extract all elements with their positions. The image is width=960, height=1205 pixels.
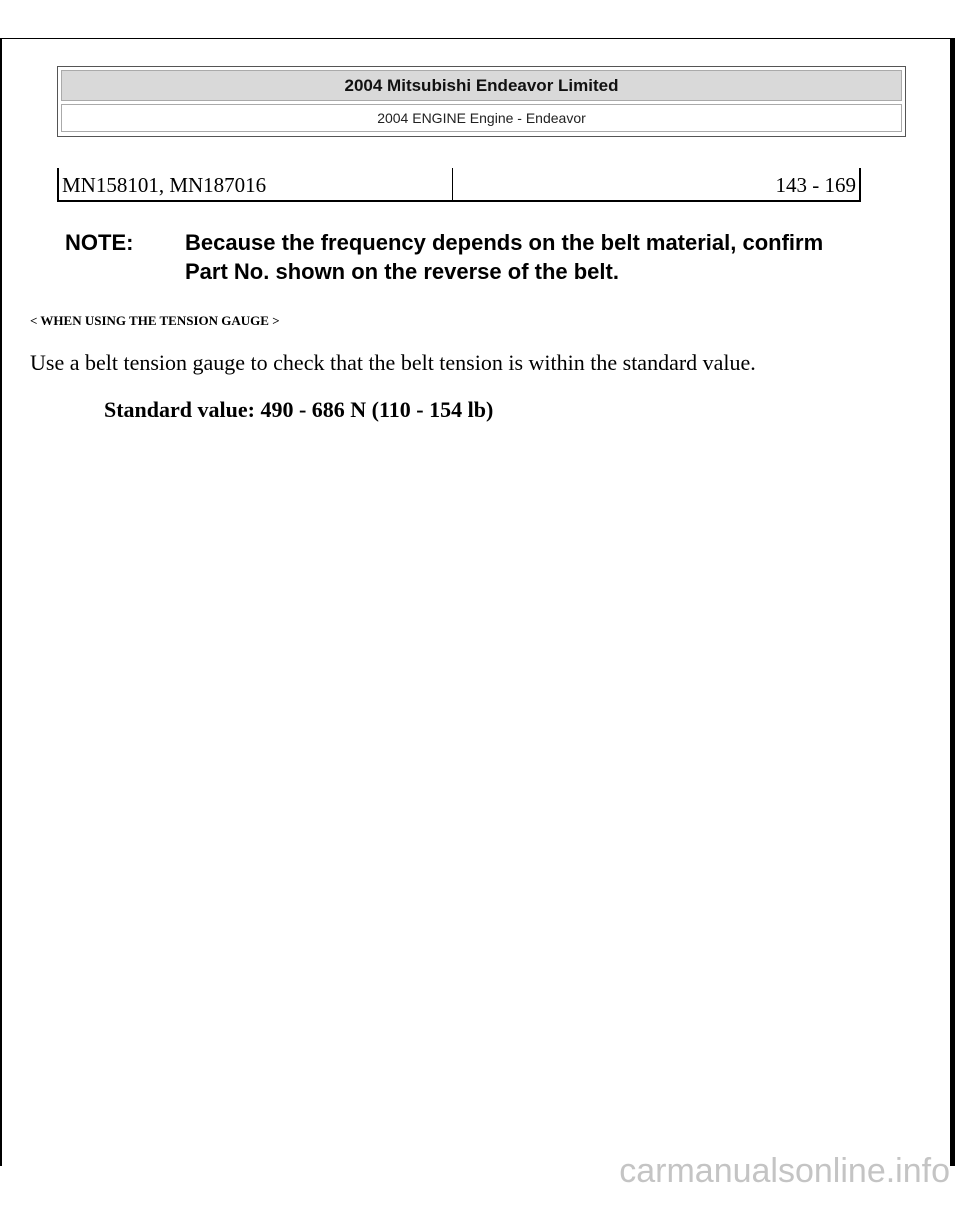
page-frame: [0, 38, 955, 1166]
document-header: [57, 66, 906, 137]
standard-value: Standard value: 490 - 686 N (110 - 154 lb): [104, 397, 494, 422]
parts-table-row: [57, 168, 861, 202]
section-heading: < WHEN USING THE TENSION GAUGE >: [30, 313, 280, 328]
instruction-text: Use a belt tension gauge to check that the belt tension is within the standard value.: [30, 350, 756, 375]
section-subtitle: 2004 ENGINE Engine - Endeavor: [61, 104, 902, 132]
watermark: carmanualsonline.info: [619, 1152, 950, 1190]
note-text: Because the frequency depends on the belt material, confirm Part No. shown on the reverse of the belt.: [185, 230, 824, 284]
range-cell: 143 - 169: [775, 173, 856, 197]
vehicle-title: 2004 Mitsubishi Endeavor Limited: [61, 70, 902, 101]
part-numbers-cell: MN158101, MN187016: [59, 168, 453, 200]
note-block: [65, 228, 845, 286]
note-label: NOTE:: [65, 230, 134, 255]
